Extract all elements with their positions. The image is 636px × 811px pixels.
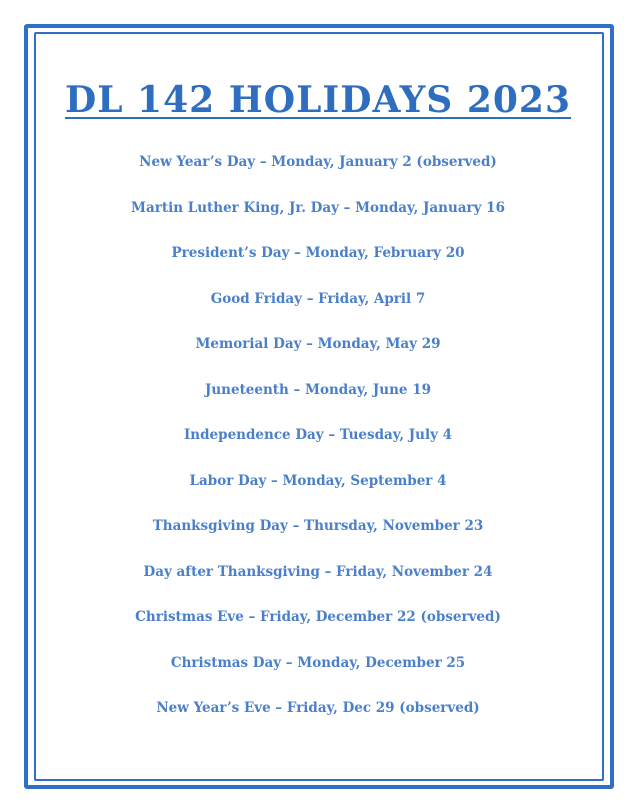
holiday-item-independence-day: Independence Day – Tuesday, July 4 bbox=[183, 427, 453, 443]
holiday-item-good-friday: Good Friday – Friday, April 7 bbox=[210, 290, 426, 307]
holiday-item-new-years-eve: New Year’s Eve – Friday, Dec 29 (observed) bbox=[156, 700, 480, 716]
holiday-item-christmas-eve: Christmas Eve – Friday, December 22 (observed) bbox=[135, 609, 501, 625]
page-title: DL 142 HOLIDAYS 2023 bbox=[64, 79, 572, 121]
holiday-item-memorial-day: Memorial Day – Monday, May 29 bbox=[195, 336, 441, 352]
holiday-item-presidents-day: President’s Day – Monday, February 20 bbox=[171, 245, 465, 261]
holiday-item-thanksgiving-day: Thanksgiving Day – Thursday, November 23 bbox=[152, 518, 484, 534]
holiday-page bbox=[40, 40, 596, 770]
holiday-item-christmas-day: Christmas Day – Monday, December 25 bbox=[170, 654, 466, 671]
holiday-item-new-years-day: New Year’s Day – Monday, January 2 (observed) bbox=[139, 154, 497, 170]
holiday-item-mlk-day: Martin Luther King, Jr. Day – Monday, January 16 bbox=[131, 199, 505, 216]
holiday-list bbox=[40, 140, 596, 732]
holiday-item-labor-day: Labor Day – Monday, September 4 bbox=[189, 472, 447, 489]
holiday-item-day-after-thanksgiving: Day after Thanksgiving – Friday, November 24 bbox=[143, 563, 493, 580]
holiday-item-juneteenth: Juneteenth – Monday, June 19 bbox=[204, 381, 432, 398]
